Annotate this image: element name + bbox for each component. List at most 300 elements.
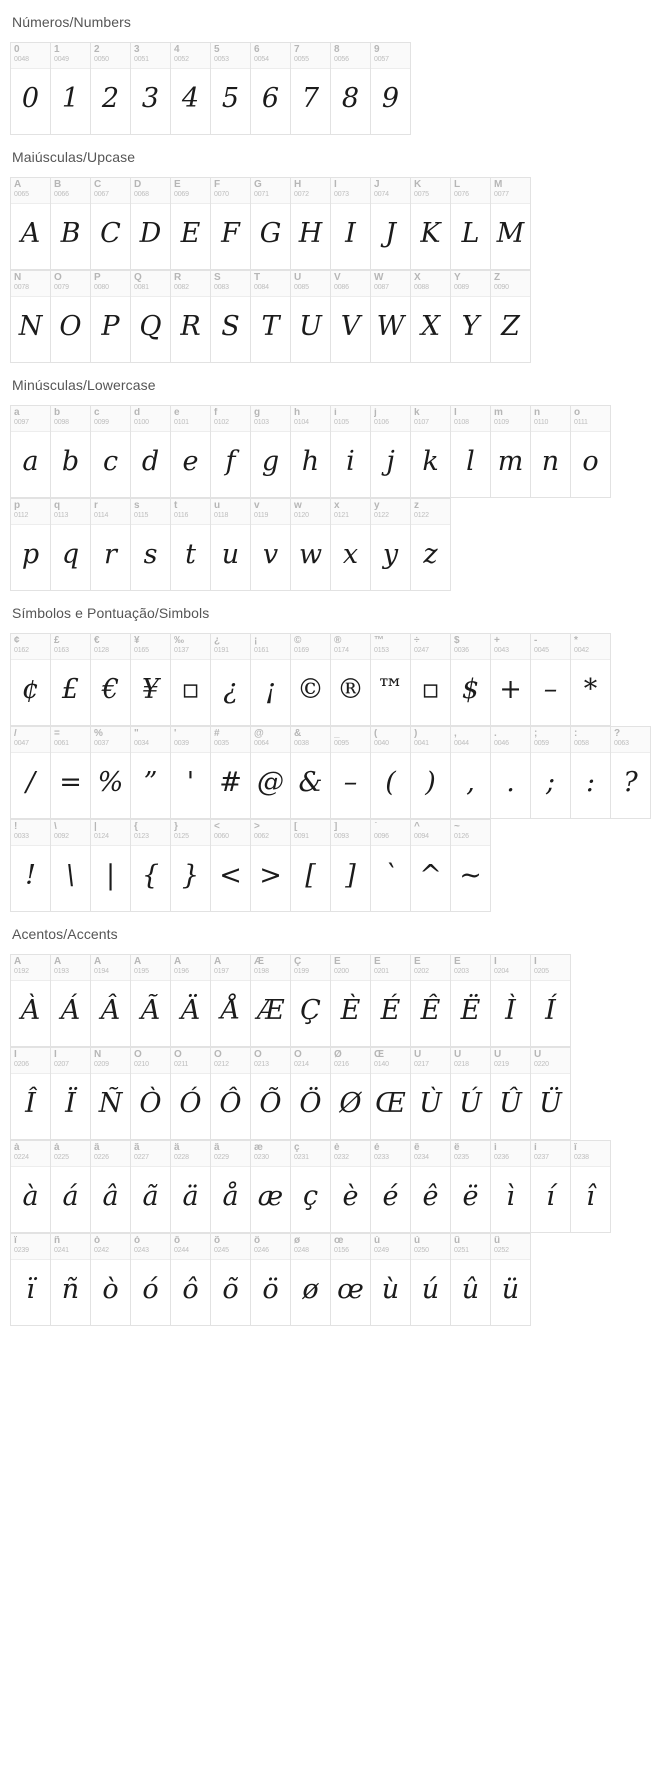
glyph-character-label: Ñ <box>94 1050 102 1060</box>
glyph-cell[interactable] <box>251 499 291 591</box>
glyph-cell[interactable] <box>251 43 291 135</box>
glyph-preview: D <box>139 218 162 249</box>
glyph-preview: I <box>345 218 356 249</box>
glyph-cell[interactable] <box>51 43 91 135</box>
glyph-cell[interactable] <box>91 727 131 819</box>
glyph-preview: 4 <box>181 83 200 114</box>
glyph-cell[interactable] <box>251 178 291 270</box>
glyph-cell[interactable] <box>131 820 171 912</box>
glyph-cell[interactable] <box>211 727 251 819</box>
glyph-character-label: C <box>94 180 102 190</box>
glyph-unicode-label: 0163 <box>54 647 69 654</box>
glyph-cell-header <box>11 406 50 432</box>
glyph-cell[interactable] <box>531 1141 571 1233</box>
glyph-cell[interactable] <box>131 1141 171 1233</box>
glyph-cell[interactable] <box>331 727 371 819</box>
glyph-cell[interactable] <box>571 1141 611 1233</box>
glyph-cell[interactable] <box>451 178 491 270</box>
glyph-cell[interactable] <box>171 271 211 363</box>
glyph-cell[interactable] <box>171 1141 211 1233</box>
glyph-unicode-label: 0236 <box>494 1154 509 1161</box>
glyph-cell[interactable] <box>211 634 251 726</box>
glyph-character-label: J <box>374 180 380 190</box>
glyph-character-label: : <box>574 729 578 739</box>
glyph-preview: ( <box>385 767 396 798</box>
glyph-unicode-label: 0104 <box>294 419 309 426</box>
glyph-cell[interactable] <box>131 1048 171 1140</box>
glyph-unicode-label: 0096 <box>374 833 389 840</box>
glyph-cell-header <box>11 43 50 69</box>
glyph-cell[interactable] <box>331 1234 371 1326</box>
glyph-unicode-label: 0193 <box>54 968 69 975</box>
glyph-cell[interactable] <box>491 634 531 726</box>
glyph-cell[interactable] <box>371 820 411 912</box>
glyph-cell[interactable] <box>331 1141 371 1233</box>
glyph-cell[interactable] <box>211 1141 251 1233</box>
glyph-unicode-label: 0124 <box>94 833 109 840</box>
glyph-cell[interactable] <box>331 406 371 498</box>
glyph-preview: A <box>20 218 41 249</box>
glyph-unicode-label: 0211 <box>174 1061 189 1068</box>
glyph-cell[interactable] <box>491 1141 531 1233</box>
glyph-cell[interactable] <box>51 955 91 1047</box>
glyph-cell[interactable] <box>411 271 451 363</box>
glyph-cell[interactable] <box>371 178 411 270</box>
glyph-cell[interactable] <box>131 727 171 819</box>
glyph-preview: * <box>583 674 598 705</box>
glyph-cell[interactable] <box>51 727 91 819</box>
glyph-character-label: 6 <box>254 45 260 55</box>
glyph-unicode-label: 0057 <box>374 56 389 63</box>
glyph-unicode-label: 0087 <box>374 284 389 291</box>
glyph-unicode-label: 0232 <box>334 1154 349 1161</box>
glyph-cell-header <box>571 727 610 753</box>
glyph-unicode-label: 0078 <box>14 284 29 291</box>
glyph-cell[interactable] <box>611 727 651 819</box>
glyph-character-label: L <box>454 180 461 190</box>
glyph-unicode-label: 0108 <box>454 419 469 426</box>
glyph-unicode-label: 0220 <box>534 1061 549 1068</box>
glyph-cell-header <box>371 820 410 846</box>
glyph-cell[interactable] <box>51 634 91 726</box>
glyph-cell-header <box>251 1141 290 1167</box>
glyph-cell-header <box>291 271 330 297</box>
glyph-cell[interactable] <box>411 727 451 819</box>
glyph-cell[interactable] <box>371 43 411 135</box>
glyph-unicode-label: 0116 <box>174 512 189 519</box>
glyph-preview: ï <box>26 1274 35 1305</box>
glyph-cell[interactable] <box>131 43 171 135</box>
glyph-cell[interactable] <box>411 955 451 1047</box>
glyph-preview: Y <box>461 311 480 342</box>
glyph-character-label: b <box>54 408 61 418</box>
glyph-character-label: ñ <box>54 1236 61 1246</box>
glyph-cell[interactable] <box>91 1048 131 1140</box>
glyph-cell-header <box>51 955 90 981</box>
glyph-preview: à <box>22 1181 39 1212</box>
glyph-unicode-label: 0125 <box>174 833 189 840</box>
glyph-cell[interactable] <box>91 271 131 363</box>
glyph-cell[interactable] <box>11 634 51 726</box>
glyph-cell[interactable] <box>451 634 491 726</box>
glyph-cell[interactable] <box>11 1048 51 1140</box>
glyph-cell[interactable] <box>411 1141 451 1233</box>
glyph-cell-header <box>491 406 530 432</box>
glyph-cell-header <box>171 178 210 204</box>
glyph-cell[interactable] <box>451 1048 491 1140</box>
glyph-cell[interactable] <box>491 1048 531 1140</box>
section-title: Minúsculas/Lowercase <box>12 377 156 393</box>
glyph-cell[interactable] <box>291 43 331 135</box>
glyph-cell[interactable] <box>171 406 211 498</box>
glyph-cell-header <box>251 406 290 432</box>
glyph-cell[interactable] <box>131 271 171 363</box>
glyph-character-label: Ö <box>294 1050 302 1060</box>
glyph-cell[interactable] <box>91 634 131 726</box>
glyph-cell[interactable] <box>451 955 491 1047</box>
glyph-cell[interactable] <box>291 820 331 912</box>
glyph-cell[interactable] <box>411 406 451 498</box>
glyph-cell[interactable] <box>491 727 531 819</box>
glyph-character-label: n <box>534 408 541 418</box>
glyph-cell[interactable] <box>371 1141 411 1233</box>
glyph-cell[interactable] <box>291 1141 331 1233</box>
glyph-preview: î <box>586 1181 595 1212</box>
glyph-cell-header <box>251 955 290 981</box>
glyph-cell[interactable] <box>91 1234 131 1326</box>
glyph-cell-header <box>91 178 130 204</box>
glyph-cell-header <box>331 1141 370 1167</box>
glyph-preview: ö <box>262 1274 279 1305</box>
glyph-unicode-label: 0199 <box>294 968 309 975</box>
glyph-cell[interactable] <box>451 406 491 498</box>
glyph-cell[interactable] <box>491 271 531 363</box>
glyph-unicode-label: 0251 <box>454 1247 469 1254</box>
glyph-cell[interactable] <box>171 499 211 591</box>
glyph-character-label: { <box>134 822 138 832</box>
glyph-character-label: % <box>94 729 103 739</box>
glyph-cell[interactable] <box>531 1048 571 1140</box>
glyph-unicode-label: 0237 <box>534 1154 549 1161</box>
glyph-cell-header <box>131 820 170 846</box>
glyph-character-label: K <box>414 180 422 190</box>
glyph-unicode-label: 0072 <box>294 191 309 198</box>
glyph-preview: > <box>259 860 282 891</box>
glyph-preview: N <box>18 311 43 342</box>
glyph-cell[interactable] <box>51 178 91 270</box>
glyph-cell[interactable] <box>131 406 171 498</box>
glyph-cell-header <box>51 1048 90 1074</box>
glyph-cell[interactable] <box>131 955 171 1047</box>
glyph-preview: @ <box>257 767 284 798</box>
glyph-cell[interactable] <box>171 1234 211 1326</box>
glyph-cell-header <box>491 1234 530 1260</box>
glyph-cell[interactable] <box>251 1141 291 1233</box>
glyph-cell[interactable] <box>291 1048 331 1140</box>
glyph-cell[interactable] <box>411 178 451 270</box>
glyph-cell[interactable] <box>11 1141 51 1233</box>
glyph-cell[interactable] <box>11 271 51 363</box>
glyph-preview: c <box>102 446 119 477</box>
glyph-cell-header <box>51 634 90 660</box>
glyph-cell[interactable] <box>371 406 411 498</box>
glyph-character-label: ¿ <box>214 636 221 646</box>
glyph-cell[interactable] <box>531 955 571 1047</box>
glyph-cell[interactable] <box>331 1048 371 1140</box>
glyph-cell[interactable] <box>371 955 411 1047</box>
glyph-cell[interactable] <box>371 634 411 726</box>
glyph-cell[interactable] <box>11 43 51 135</box>
glyph-character-label: 2 <box>94 45 100 55</box>
glyph-cell[interactable] <box>11 178 51 270</box>
glyph-cell[interactable] <box>411 820 451 912</box>
glyph-cell[interactable] <box>251 1234 291 1326</box>
glyph-cell[interactable] <box>171 178 211 270</box>
glyph-cell[interactable] <box>171 1048 211 1140</box>
glyph-character-label: ) <box>414 729 418 739</box>
glyph-cell[interactable] <box>211 43 251 135</box>
glyph-cell[interactable] <box>211 178 251 270</box>
glyph-cell[interactable] <box>531 406 571 498</box>
glyph-cell[interactable] <box>291 634 331 726</box>
glyph-cell[interactable] <box>371 1234 411 1326</box>
glyph-unicode-label: 0041 <box>414 740 429 747</box>
glyph-cell-header <box>251 727 290 753</box>
glyph-preview: F <box>221 218 240 249</box>
glyph-cell[interactable] <box>291 178 331 270</box>
glyph-cell[interactable] <box>531 634 571 726</box>
glyph-character-label: q <box>54 501 61 511</box>
glyph-cell[interactable] <box>91 1141 131 1233</box>
glyph-character-label: £ <box>54 636 60 646</box>
glyph-cell-header <box>251 634 290 660</box>
glyph-cell-header <box>251 1234 290 1260</box>
glyph-character-label: Ì <box>494 957 497 967</box>
glyph-cell[interactable] <box>411 1048 451 1140</box>
glyph-cell-header <box>491 727 530 753</box>
glyph-cell[interactable] <box>331 820 371 912</box>
glyph-preview: P <box>101 311 120 342</box>
glyph-cell[interactable] <box>371 499 411 591</box>
glyph-cell[interactable] <box>51 499 91 591</box>
glyph-cell[interactable] <box>451 727 491 819</box>
glyph-unicode-label: 0218 <box>454 1061 469 1068</box>
glyph-character-label: $ <box>454 636 460 646</box>
glyph-character-label: 5 <box>214 45 220 55</box>
glyph-cell[interactable] <box>331 178 371 270</box>
glyph-cell-header <box>451 727 490 753</box>
glyph-cell[interactable] <box>91 178 131 270</box>
glyph-cell[interactable] <box>51 1234 91 1326</box>
glyph-cell[interactable] <box>331 499 371 591</box>
glyph-cell[interactable] <box>171 727 211 819</box>
glyph-cell-header <box>491 178 530 204</box>
glyph-cell[interactable] <box>571 406 611 498</box>
glyph-section <box>10 377 651 591</box>
glyph-cell[interactable] <box>171 820 211 912</box>
glyph-cell[interactable] <box>131 1234 171 1326</box>
glyph-cell[interactable] <box>171 43 211 135</box>
glyph-preview: R <box>180 311 201 342</box>
glyph-section <box>10 149 651 363</box>
glyph-character-label: Ú <box>454 1050 462 1060</box>
glyph-unicode-label: 0122 <box>374 512 389 519</box>
glyph-cell-header <box>91 634 130 660</box>
glyph-cell[interactable] <box>291 955 331 1047</box>
glyph-cell[interactable] <box>251 1048 291 1140</box>
glyph-preview: 8 <box>341 83 360 114</box>
glyph-cell[interactable] <box>491 955 531 1047</box>
glyph-character-label: é <box>374 1143 380 1153</box>
glyph-cell[interactable] <box>451 1234 491 1326</box>
glyph-cell[interactable] <box>91 499 131 591</box>
glyph-character-label: ì <box>494 1143 497 1153</box>
glyph-cell[interactable] <box>251 634 291 726</box>
glyph-cell[interactable] <box>131 634 171 726</box>
glyph-cell[interactable] <box>411 499 451 591</box>
glyph-cell[interactable] <box>51 406 91 498</box>
glyph-unicode-label: 0204 <box>494 968 509 975</box>
glyph-character-label: Í <box>534 957 537 967</box>
glyph-preview: { <box>141 860 160 891</box>
glyph-cell[interactable] <box>331 271 371 363</box>
glyph-cell[interactable] <box>211 271 251 363</box>
glyph-cell[interactable] <box>251 955 291 1047</box>
glyph-character-label: t <box>174 501 178 511</box>
glyph-cell[interactable] <box>531 727 571 819</box>
glyph-row <box>10 1233 531 1326</box>
glyph-unicode-label: 0235 <box>454 1154 469 1161</box>
glyph-cell[interactable] <box>291 1234 331 1326</box>
glyph-cell[interactable] <box>571 727 611 819</box>
glyph-preview: ' <box>186 767 195 798</box>
glyph-cell[interactable] <box>331 955 371 1047</box>
glyph-preview: h <box>301 446 320 477</box>
glyph-cell[interactable] <box>11 727 51 819</box>
glyph-character-label: ã <box>134 1143 140 1153</box>
glyph-cell[interactable] <box>171 634 211 726</box>
glyph-cell[interactable] <box>211 406 251 498</box>
glyph-cell[interactable] <box>371 727 411 819</box>
glyph-cell-header <box>251 499 290 525</box>
glyph-unicode-label: 0088 <box>414 284 429 291</box>
glyph-cell-header <box>451 1048 490 1074</box>
glyph-cell[interactable] <box>291 499 331 591</box>
glyph-cell[interactable] <box>291 727 331 819</box>
glyph-unicode-label: 0245 <box>214 1247 229 1254</box>
glyph-cell[interactable] <box>451 271 491 363</box>
glyph-cell[interactable] <box>211 1048 251 1140</box>
glyph-cell[interactable] <box>211 955 251 1047</box>
glyph-character-label: v <box>254 501 260 511</box>
glyph-cell[interactable] <box>251 727 291 819</box>
glyph-cell[interactable] <box>91 820 131 912</box>
glyph-character-label: A <box>14 180 22 190</box>
glyph-cell-header <box>211 955 250 981</box>
glyph-unicode-label: 0203 <box>454 968 469 975</box>
glyph-cell[interactable] <box>171 955 211 1047</box>
glyph-cell-header <box>131 1234 170 1260</box>
glyph-preview: Z <box>501 311 520 342</box>
glyph-unicode-label: 0217 <box>414 1061 429 1068</box>
glyph-preview: r <box>104 539 117 570</box>
glyph-cell[interactable] <box>11 820 51 912</box>
glyph-cell[interactable] <box>491 1234 531 1326</box>
glyph-preview: T <box>261 311 280 342</box>
glyph-cell-header <box>291 1141 330 1167</box>
glyph-cell-header <box>11 499 50 525</box>
glyph-character-label: ~ <box>454 822 460 832</box>
glyph-cell[interactable] <box>251 820 291 912</box>
glyph-cell[interactable] <box>91 406 131 498</box>
glyph-cell[interactable] <box>51 820 91 912</box>
glyph-cell[interactable] <box>131 178 171 270</box>
glyph-cell[interactable] <box>211 1234 251 1326</box>
glyph-cell-header <box>251 820 290 846</box>
glyph-preview: Ò <box>139 1088 162 1119</box>
glyph-unicode-label: 0247 <box>414 647 429 654</box>
glyph-cell[interactable] <box>331 43 371 135</box>
glyph-cell[interactable] <box>371 271 411 363</box>
glyph-cell[interactable] <box>491 406 531 498</box>
glyph-cell[interactable] <box>51 1048 91 1140</box>
glyph-cell[interactable] <box>51 1141 91 1233</box>
glyph-cell[interactable] <box>451 1141 491 1233</box>
glyph-row <box>10 819 491 912</box>
glyph-cell[interactable] <box>291 271 331 363</box>
glyph-preview: Ã <box>140 995 161 1026</box>
glyph-row <box>10 498 451 591</box>
glyph-unicode-label: 0219 <box>494 1061 509 1068</box>
glyph-cell[interactable] <box>371 1048 411 1140</box>
glyph-preview: V <box>340 311 361 342</box>
glyph-cell[interactable] <box>491 178 531 270</box>
glyph-cell[interactable] <box>251 406 291 498</box>
glyph-preview: Û <box>499 1088 522 1119</box>
glyph-cell[interactable] <box>131 499 171 591</box>
glyph-character-label: 7 <box>294 45 300 55</box>
glyph-cell[interactable] <box>51 271 91 363</box>
glyph-cell[interactable] <box>11 406 51 498</box>
glyph-cell[interactable] <box>211 820 251 912</box>
glyph-cell[interactable] <box>11 955 51 1047</box>
glyph-cell[interactable] <box>11 1234 51 1326</box>
glyph-unicode-label: 0090 <box>494 284 509 291</box>
glyph-preview: Õ <box>259 1088 282 1119</box>
glyph-cell[interactable] <box>451 820 491 912</box>
glyph-preview: Ì <box>505 995 516 1026</box>
glyph-unicode-label: 0225 <box>54 1154 69 1161</box>
glyph-unicode-label: 0038 <box>294 740 309 747</box>
glyph-unicode-label: 0209 <box>94 1061 109 1068</box>
glyph-cell[interactable] <box>291 406 331 498</box>
glyph-cell[interactable] <box>11 499 51 591</box>
glyph-cell[interactable] <box>571 634 611 726</box>
glyph-cell[interactable] <box>411 634 451 726</box>
glyph-cell-header <box>331 271 370 297</box>
glyph-cell[interactable] <box>331 634 371 726</box>
glyph-unicode-label: 0156 <box>334 1247 349 1254</box>
glyph-character-label: ¢ <box>14 636 20 646</box>
glyph-unicode-label: 0137 <box>174 647 189 654</box>
glyph-cell[interactable] <box>251 271 291 363</box>
glyph-cell[interactable] <box>211 499 251 591</box>
glyph-unicode-label: 0112 <box>14 512 29 519</box>
glyph-unicode-label: 0083 <box>214 284 229 291</box>
glyph-cell[interactable] <box>91 955 131 1047</box>
glyph-cell[interactable] <box>91 43 131 135</box>
glyph-cell[interactable] <box>411 1234 451 1326</box>
